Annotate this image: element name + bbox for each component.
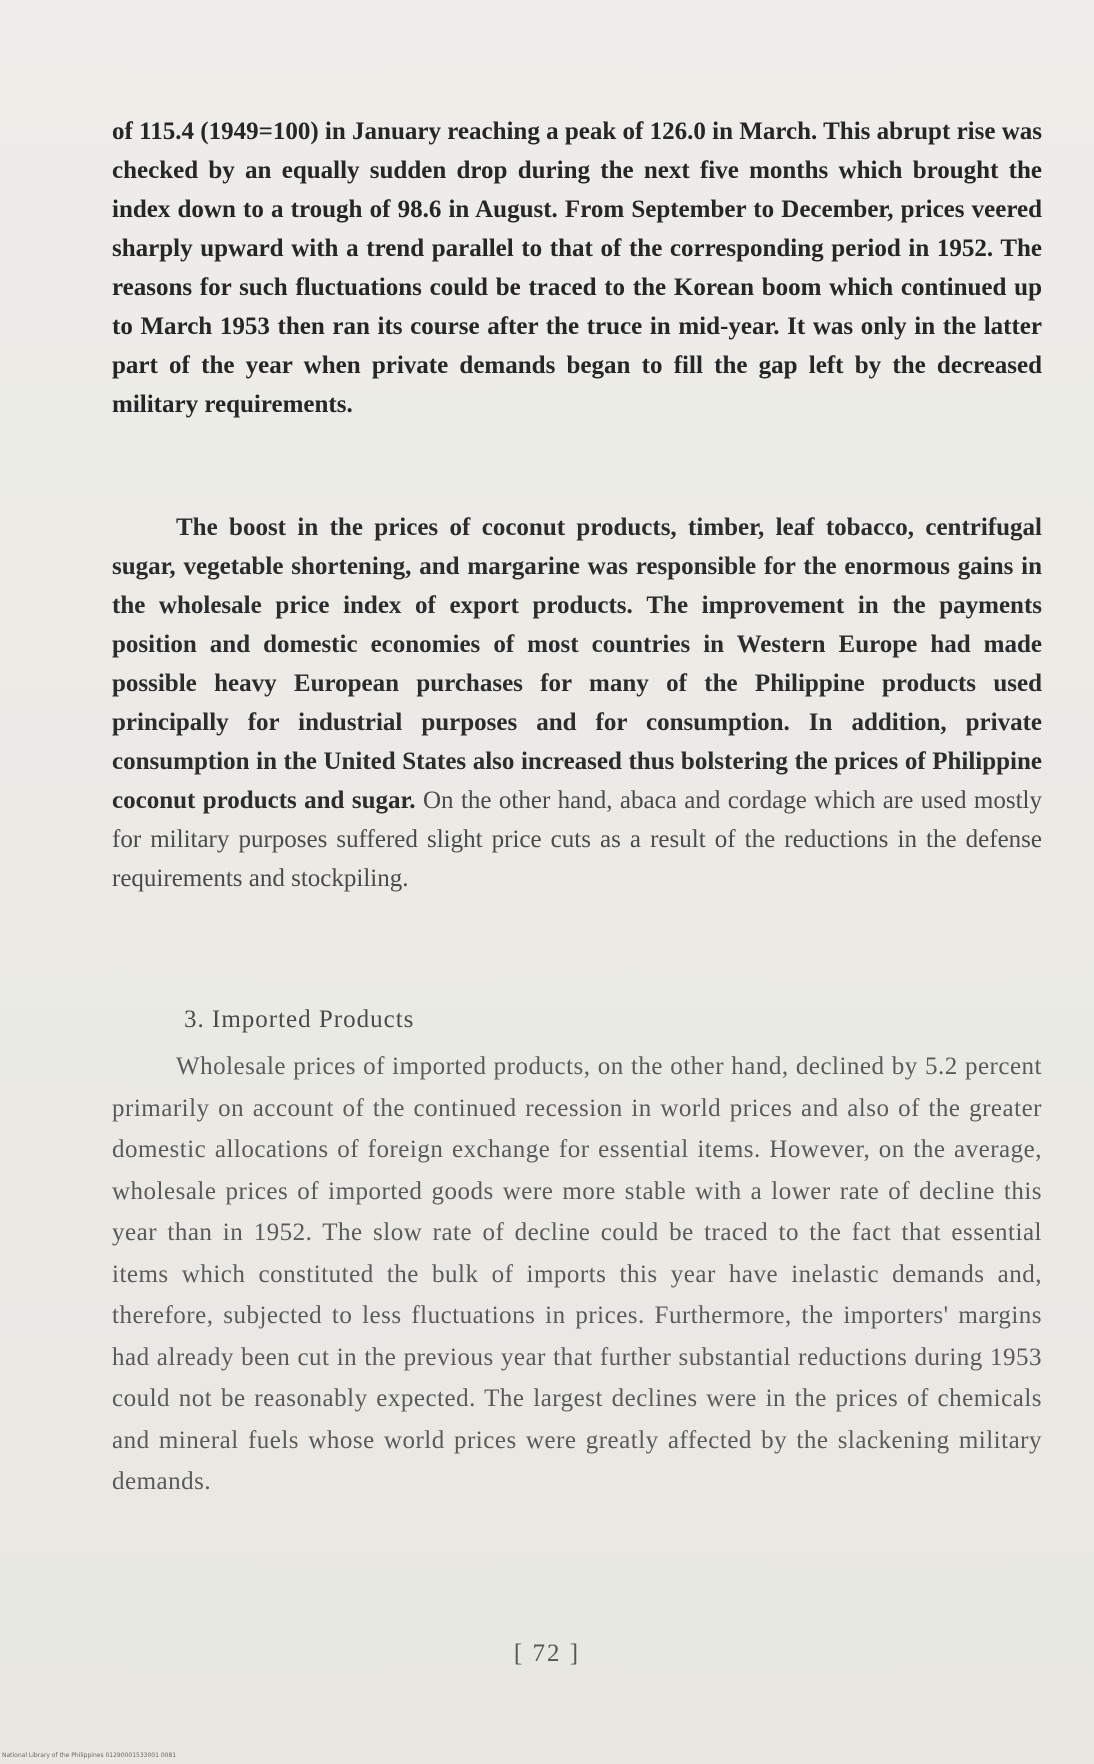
paragraph-export-middle: The improvement in the payments position and domestic economies of most countries in Western Europe had made possible heavy European purchases for many of the Philippine products used principally for industrial purposes and for consumption. In addition, private consumption in the United States also increased thus bolstering the prices of Philippine coconut products and sugar. bbox=[112, 592, 1042, 814]
paragraph-export-products bbox=[112, 508, 1042, 898]
library-footer: National Library of the Philippines 01290001533001 0081 bbox=[2, 1752, 177, 1759]
paragraph-imported-products bbox=[112, 1046, 1042, 1503]
paragraph-imported-text: Wholesale prices of imported products, on the other hand, declined by 5.2 percent primarily on account of the continued recession in world prices and also of the greater domestic allocations of foreign exchange for essential items. However, on the average, wholesale prices of imported goods were more stable with a lower rate of decline this year than in 1952. The slow rate of decline could be traced to the fact that essential items which constituted the bulk of imports this year have inelastic demands and, therefore, subjected to less fluctuations in prices. Furthermore, the importers' margins had already been cut in the previous year that further substantial reductions during 1953 could not be reasonably expected. The largest declines were in the prices of chemicals and mineral fuels whose world prices were greatly affected by the slackening military demands. bbox=[112, 1053, 1042, 1495]
paragraph-export-lead: The boost in the prices of coconut products, timber, leaf tobacco, centrifugal sugar, vegetable shortening, and margarine was responsible for the enormous gains in the wholesale price index of export products. bbox=[112, 514, 1042, 619]
paragraph-export-tail: On the other hand, abaca and cordage which are used mostly for military purposes suffered slight price cuts as a result of the reductions in the defense requirements and stockpiling. bbox=[112, 787, 1043, 892]
section-heading: 3. Imported Products bbox=[184, 1006, 415, 1033]
paragraph-korean-boom: of 115.4 (1949=100) in January reaching a peak of 126.0 in March. This abrupt rise was checked by an equally sudden drop during the next five months which brought the index down to a trough of 98.6 in August. From September to December, prices veered sharply upward with a trend parallel to that of the corresponding period in 1952. The reasons for such fluctuations could be traced to the Korean boom which continued up to March 1953 then ran its course after the truce in mid-year. It was only in the latter part of the year when private demands began to fill the gap left by the decreased military requirements. bbox=[112, 118, 1042, 418]
page-number: [ 72 ] bbox=[513, 1640, 581, 1667]
